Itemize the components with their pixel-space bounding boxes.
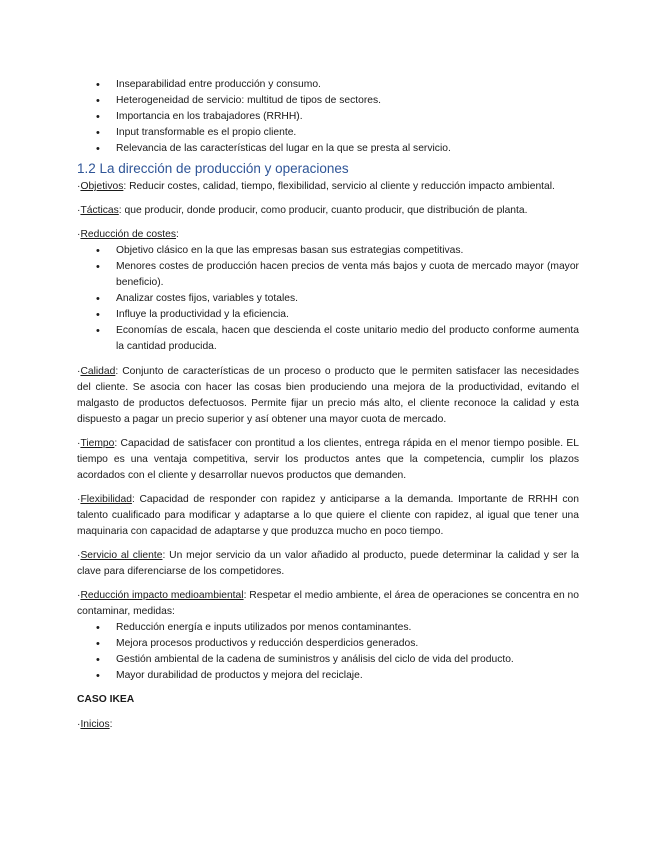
bullet-prefix: · — [77, 590, 81, 601]
calidad-text: : Conjunto de características de un proceso o producto que le permiten satisfacer las necesidades del cliente. Se asocia con hacer las cosas bien produciendo una mejora de la productividad, evitando el malgasto de productos defectuosos. Permite fijar un precio más alto, el cliente reconoce la calidad y esta dispuesto a pagar un precio superior y así obtener una mayor cuota de mercado. — [77, 366, 579, 425]
tacticas-text: : que producir, donde producir, como producir, cuanto producir, que distribución de planta. — [118, 205, 528, 216]
list-item: • Relevancia de las características del lugar en la que se presta al servicio. — [77, 141, 579, 157]
bullet-prefix: · — [77, 366, 81, 377]
list-item: • Mejora procesos productivos y reducción desperdicios generados. — [77, 636, 579, 652]
inicios-label: Inicios — [80, 719, 110, 730]
list-item: • Inseparabilidad entre producción y consumo. — [77, 77, 579, 93]
list-item: • Reducción energía e inputs utilizados por menos contaminantes. — [77, 620, 579, 636]
list-item: • Analizar costes fijos, variables y totales. — [77, 291, 579, 307]
caso-ikea-title: CASO IKEA — [77, 694, 135, 705]
impacto-ambiental-label: Reducción impacto medioambiental — [80, 590, 244, 601]
servicio-cliente-paragraph — [77, 548, 579, 580]
tacticas-paragraph — [77, 203, 579, 219]
tiempo-text: : Capacidad de satisfacer con prontitud a los clientes, entrega rápida en el menor tiempo posible. EL tiempo es una ventaja competitiva, servir los productos antes que la competencia, cumplir los plazos acordados con el cliente y desarrollar nuevos productos que demanden. — [77, 438, 579, 481]
calidad-paragraph — [77, 364, 579, 428]
bullet-prefix: · — [77, 205, 81, 216]
inicios-text: : — [109, 719, 113, 730]
tiempo-label: Tiempo — [80, 438, 115, 449]
tiempo-paragraph — [77, 436, 579, 484]
flexibilidad-label: Flexibilidad — [80, 494, 132, 505]
bullet-prefix: · — [77, 719, 81, 730]
reduccion-costes-paragraph — [77, 227, 579, 243]
list-item: • Objetivo clásico en la que las empresas basan sus estrategias competitivas. — [77, 243, 579, 259]
inicios-paragraph — [77, 717, 579, 733]
objetivos-label: Objetivos — [80, 181, 124, 192]
document-body — [77, 77, 579, 733]
impacto-ambiental-paragraph — [77, 588, 579, 620]
servicio-cliente-label: Servicio al cliente — [80, 550, 163, 561]
list-item: • Menores costes de producción hacen precios de venta más bajos y cuota de mercado mayor (mayor beneficio). — [77, 259, 579, 291]
servicio-cliente-text: : Un mejor servicio da un valor añadido al producto, puede determinar la calidad y ser la clave para diferenciarse de los competidores. — [77, 550, 580, 577]
bullet-prefix: · — [77, 438, 81, 449]
calidad-label: Calidad — [80, 366, 116, 377]
list-item: • Input transformable es el propio cliente. — [77, 125, 579, 141]
reduccion-costes-list — [77, 243, 579, 355]
objetivos-text: : Reducir costes, calidad, tiempo, flexibilidad, servicio al cliente y reducción impacto ambiental. — [123, 181, 555, 192]
list-item: • Importancia en los trabajadores (RRHH). — [77, 109, 579, 125]
bullet-prefix: · — [77, 181, 81, 192]
flexibilidad-paragraph — [77, 492, 579, 540]
list-item: • Economías de escala, hacen que descienda el coste unitario medio del producto conforme aumenta la cantidad producida. — [77, 323, 579, 355]
impacto-ambiental-list — [77, 620, 579, 684]
list-item: • Gestión ambiental de la cadena de suministros y análisis del ciclo de vida del producto. — [77, 652, 579, 668]
bullet-prefix: · — [77, 494, 81, 505]
bullet-prefix: · — [77, 229, 81, 240]
service-characteristics-list — [77, 77, 579, 157]
flexibilidad-text: : Capacidad de responder con rapidez y anticiparse a la demanda. Importante de RRHH con talento cualificado para modificar y adaptarse a lo que quiere el cliente con rapidez, al igual que tener una maquinaria con capacidad de adaptarse y que produzca mucho en poco tiempo. — [77, 494, 579, 537]
impacto-ambiental-text: : Respetar el medio ambiente, el área de operaciones se concentra en no contaminar, medidas: — [77, 590, 579, 617]
bullet-prefix: · — [77, 550, 81, 561]
reduccion-costes-label: Reducción de costes — [80, 229, 177, 240]
tacticas-label: Tácticas — [80, 205, 119, 216]
objetivos-paragraph — [77, 179, 579, 195]
list-item: • Mayor durabilidad de productos y mejora del reciclaje. — [77, 668, 579, 684]
reduccion-costes-text: : — [176, 229, 179, 240]
list-item: • Heterogeneidad de servicio: multitud de tipos de sectores. — [77, 93, 579, 109]
section-heading: 1.2 La dirección de producción y operaciones — [77, 161, 349, 176]
list-item: • Influye la productividad y la eficiencia. — [77, 307, 579, 323]
